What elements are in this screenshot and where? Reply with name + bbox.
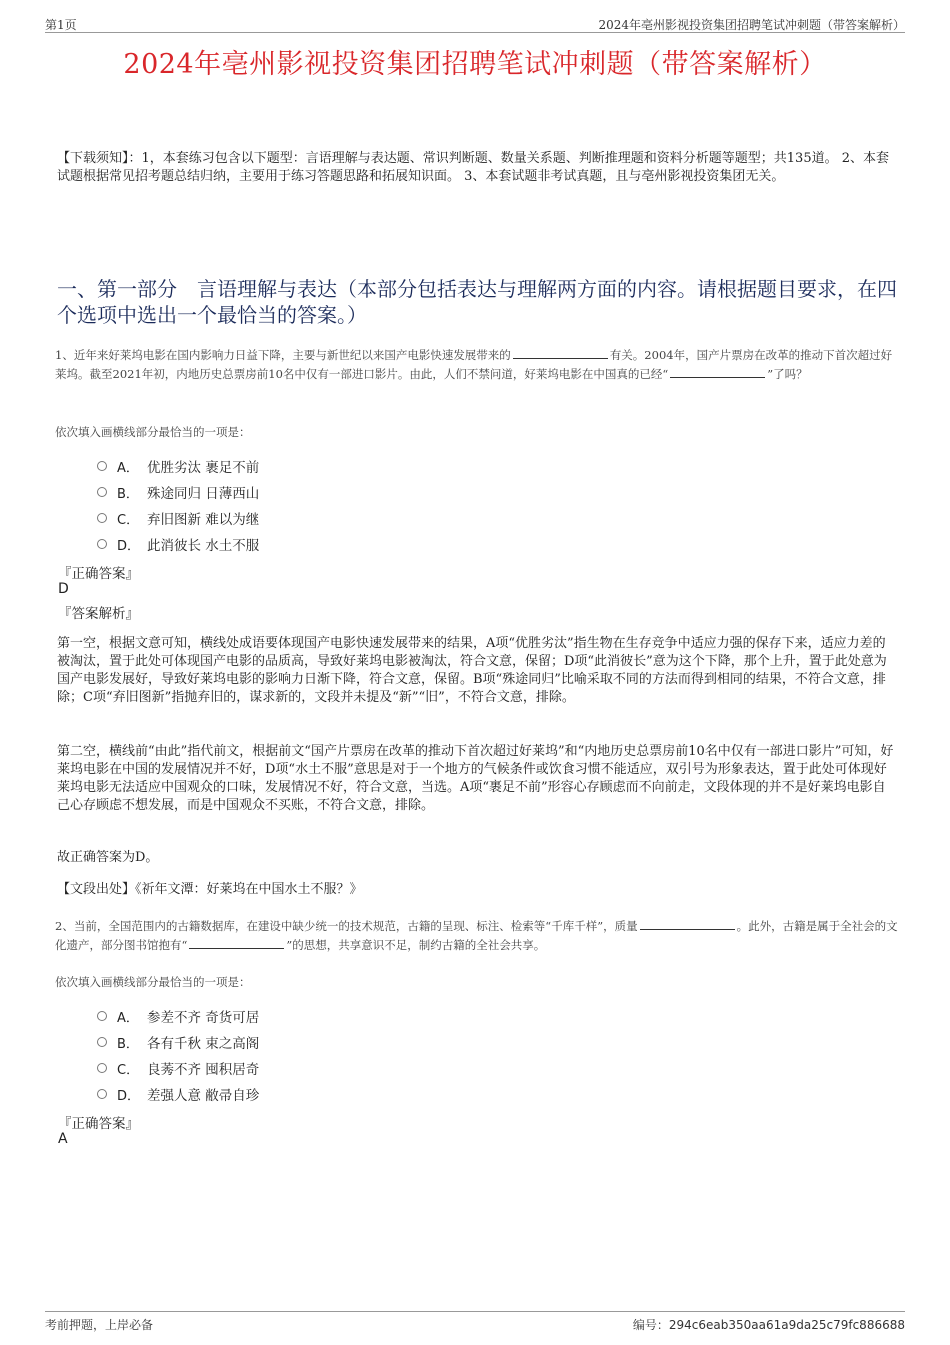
option-text: 优胜劣汰 裹足不前 — [147, 460, 260, 476]
option-a[interactable] — [97, 453, 259, 479]
option-text: 参差不齐 奇货可居 — [147, 1010, 260, 1026]
option-letter: B． — [117, 486, 139, 502]
answer-label: 『正确答案』 — [58, 1116, 139, 1132]
question-2-options — [97, 1003, 259, 1107]
option-letter: C． — [117, 512, 140, 528]
option-text: 弃旧图新 难以为继 — [147, 512, 260, 528]
option-text: 各有千秋 束之高阁 — [147, 1036, 260, 1052]
code-label: 编号： — [632, 1318, 669, 1332]
answer-blank — [513, 346, 608, 359]
code-value: 294c6eab350aa61a9da25c79fc886688 — [668, 1318, 905, 1332]
source-citation: 【文段出处】《祈年文潭：好莱坞在中国水土不服？》 — [57, 882, 363, 897]
question-1-options — [97, 453, 259, 557]
header-doc-title: 2024年亳州影视投资集团招聘笔试冲刺题（带答案解析） — [598, 18, 905, 32]
option-a[interactable] — [97, 1003, 259, 1029]
question-2-part-c: ”的思想，共享意识不足，制约古籍的全社会共享。 — [286, 938, 546, 952]
radio-icon[interactable] — [97, 513, 107, 523]
option-text: 差强人意 敝帚自珍 — [147, 1088, 260, 1104]
answer-blank — [189, 936, 284, 949]
download-notice: 【下载须知】：1，本套练习包含以下题型：言语理解与表达题、常识判断题、数量关系题、判断推理题和资料分析题等题型；共135道。 2、本套试题根据常见招考题总结归纳，主要用于练习答题思路和拓展知识面。 3、本套试题非考试真题，且与亳州影视投资集团无关。 — [57, 151, 889, 184]
document-title: 2024年亳州影视投资集团招聘笔试冲刺题（带答案解析） — [123, 49, 827, 80]
analysis-paragraph-2: 第二空，横线前“由此”指代前文，根据前文“国产片票房在改革的推动下首次超过好莱坞”和“内地历史总票房前10名中仅有一部进口影片”可知，好莱坞电影在中国的发展情况并不好，D项“水土不服”意思是对于一个地方的气候条件或饮食习惯不能适应，双引号为形象表达，置于此处可体现好莱坞电影无法适应中国观众的口味，发展情况不好，符合文意，当选。A项“裹足不前”形容心存顾虑而不向前走，文段体现的并不是好莱坞电影自己心存顾虑不想发展，而是中国观众不买账，不符合文意，排除。 — [57, 744, 894, 813]
correct-answer: D — [58, 581, 69, 597]
option-d[interactable] — [97, 531, 259, 557]
radio-icon[interactable] — [97, 1063, 107, 1073]
option-letter: D． — [117, 1088, 141, 1104]
option-c[interactable] — [97, 505, 259, 531]
analysis-conclusion: 故正确答案为D。 — [57, 850, 159, 865]
option-c[interactable] — [97, 1055, 259, 1081]
page-header — [45, 12, 905, 33]
question-1-part-b: 有关。2004年，国产片票房在改革的推动下首次超过好莱坞。截至2021年初，内地历史总票房前10名中仅有一部进口影片。由此，人们不禁问道，好莱坞电影在中国真的已经“ — [55, 348, 893, 381]
question-2-instruction: 依次填入画横线部分最恰当的一项是： — [55, 975, 251, 989]
question-1-part-a: 1、近年来好莱坞电影在国内影响力日益下降，主要与新世纪以来国产电影快速发展带来的 — [55, 348, 511, 362]
option-b[interactable] — [97, 1029, 259, 1055]
radio-icon[interactable] — [97, 461, 107, 471]
radio-icon[interactable] — [97, 1089, 107, 1099]
option-letter: C． — [117, 1062, 140, 1078]
answer-blank — [670, 365, 765, 378]
footer-slogan: 考前押题，上岸必备 — [45, 1318, 154, 1332]
radio-icon[interactable] — [97, 487, 107, 497]
question-2-text — [55, 917, 898, 955]
analysis-paragraph-1: 第一空，根据文意可知，横线处成语要体现国产电影快速发展带来的结果，A项“优胜劣汰”指生物在生存竞争中适应力强的保存下来，适应力差的被淘汰，置于此处可体现国产电影的品质高，导致好莱坞电影被淘汰，符合文意，保留；D项“此消彼长”意为这个下降，那个上升，置于此处意为国产电影发展好，导致好莱坞电影的影响力日渐下降，符合文意，保留。B项“殊途同归”比喻采取不同的方法而得到相同的结果，不符合文意，排除；C项“弃旧图新”指抛弃旧的，谋求新的，文段并未提及“新”“旧”，不符合文意，排除。 — [57, 636, 887, 705]
page-footer — [45, 1311, 905, 1332]
analysis-label: 『答案解析』 — [58, 606, 139, 622]
question-1-part-c: ”了吗？ — [767, 367, 808, 381]
option-text: 殊途同归 日薄西山 — [147, 486, 260, 502]
footer-code — [633, 1316, 905, 1333]
correct-answer: A — [58, 1131, 68, 1147]
option-letter: A． — [117, 1010, 139, 1026]
answer-label: 『正确答案』 — [58, 566, 139, 582]
radio-icon[interactable] — [97, 1011, 107, 1021]
question-1-instruction: 依次填入画横线部分最恰当的一项是： — [55, 425, 251, 439]
option-d[interactable] — [97, 1081, 259, 1107]
option-letter: D． — [117, 538, 141, 554]
page-number: 第1页 — [45, 18, 77, 32]
option-text: 此消彼长 水土不服 — [147, 538, 260, 554]
section-title: 一、第一部分 言语理解与表达（本部分包括表达与理解两方面的内容。请根据题目要求，在四个选项中选出一个最恰当的答案。） — [57, 277, 897, 327]
option-letter: B． — [117, 1036, 139, 1052]
radio-icon[interactable] — [97, 539, 107, 549]
answer-blank — [640, 917, 735, 930]
question-1-text — [55, 346, 898, 384]
option-b[interactable] — [97, 479, 259, 505]
radio-icon[interactable] — [97, 1037, 107, 1047]
question-2-part-b: 。此外，古籍是属于全社会的文化遗产，部分图书馆抱有“ — [55, 919, 898, 952]
question-2-part-a: 2、当前，全国范围内的古籍数据库，在建设中缺少统一的技术规范，古籍的呈现、标注、检索等“千库千样”，质量 — [55, 919, 638, 933]
option-text: 良莠不齐 囤积居奇 — [147, 1062, 260, 1078]
option-letter: A． — [117, 460, 139, 476]
